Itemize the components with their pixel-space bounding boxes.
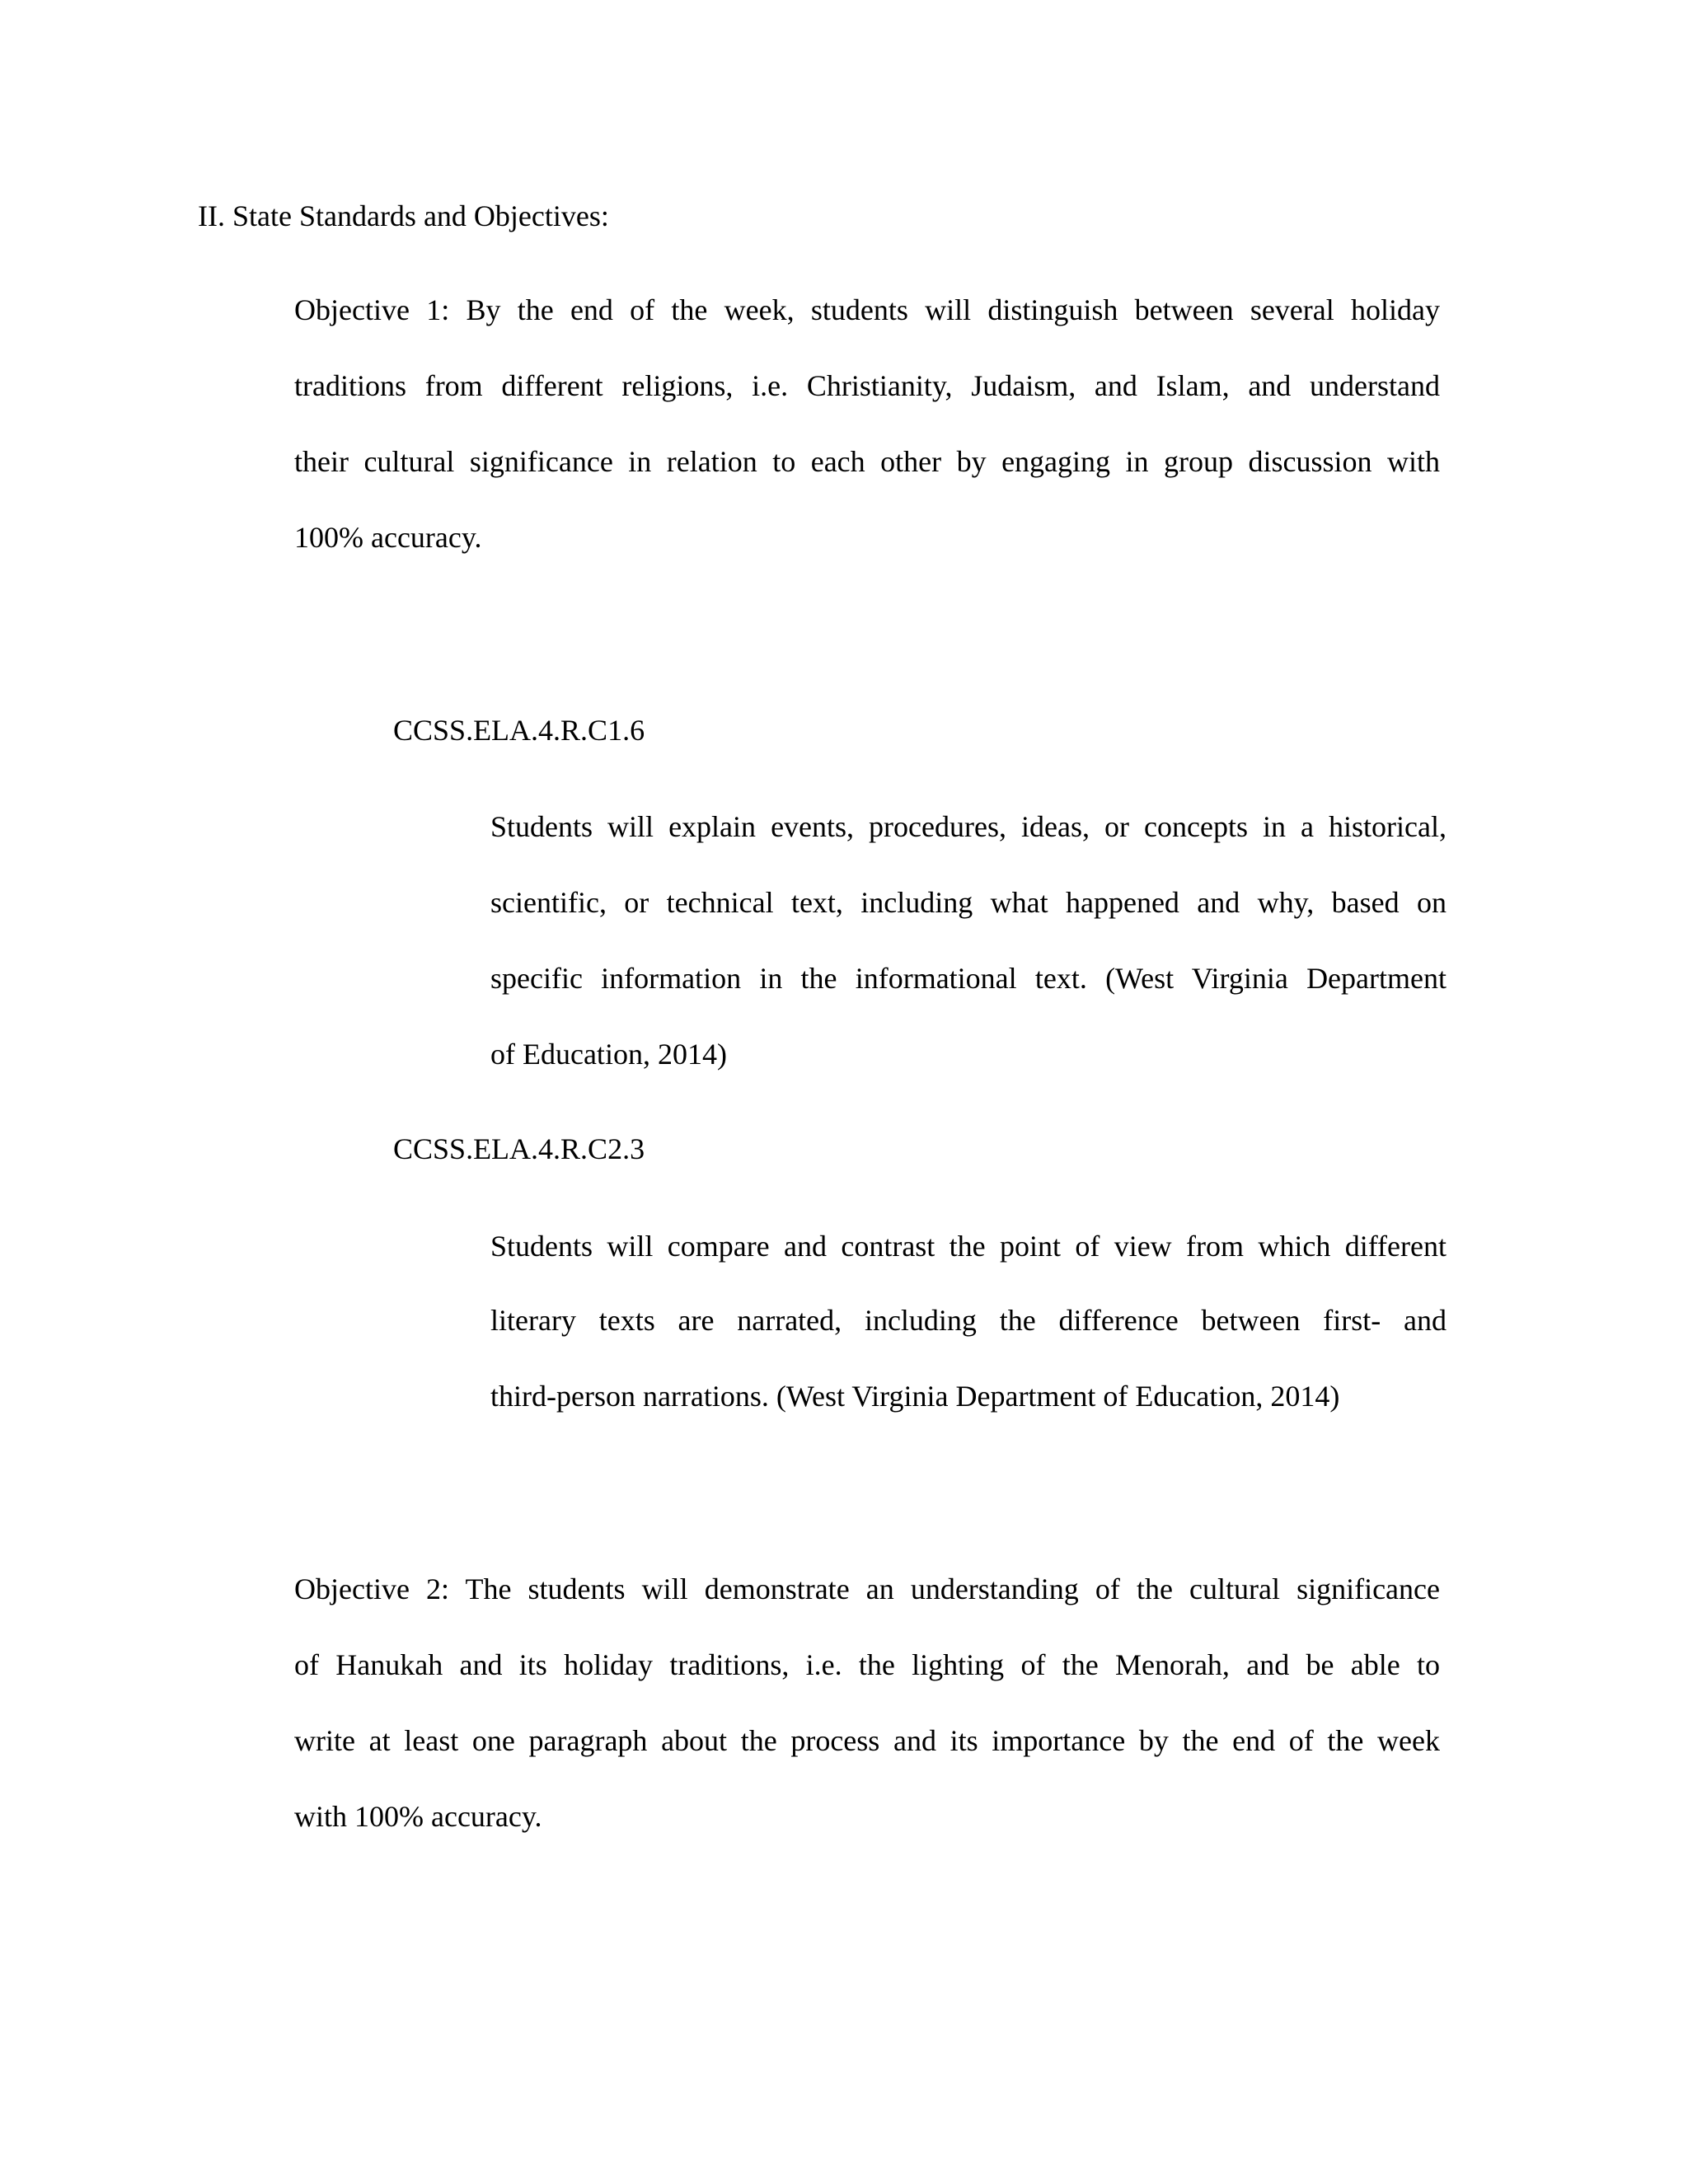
standard-description-line: Students will explain events, procedures, ideas, or concepts in a historical, xyxy=(490,810,1447,843)
objective-1-line: traditions from different religions, i.e. Christianity, Judaism, and Islam, and understand xyxy=(294,369,1440,402)
standard-code: CCSS.ELA.4.R.C1.6 xyxy=(393,714,645,747)
objective-2-line: Objective 2: The students will demonstrate an understanding of the cultural significance xyxy=(294,1572,1440,1605)
objective-2-line: write at least one paragraph about the process and its importance by the end of the week xyxy=(294,1724,1440,1757)
section-heading: II. State Standards and Objectives: xyxy=(198,199,609,232)
standard-description-line: third-person narrations. (West Virginia Department of Education, 2014) xyxy=(490,1380,1340,1413)
standard-description-line: scientific, or technical text, including what happened and why, based on xyxy=(490,886,1447,919)
standard-description-line: of Education, 2014) xyxy=(490,1038,727,1071)
standard-code: CCSS.ELA.4.R.C2.3 xyxy=(393,1132,645,1165)
objective-2-line: with 100% accuracy. xyxy=(294,1800,542,1833)
objective-2-line: of Hanukah and its holiday traditions, i.e. the lighting of the Menorah, and be able to xyxy=(294,1648,1440,1681)
standard-description-line: specific information in the informational text. (West Virginia Department xyxy=(490,962,1447,995)
standard-description-line: literary texts are narrated, including the difference between first- and xyxy=(490,1304,1447,1337)
objective-1-line: 100% accuracy. xyxy=(294,521,482,554)
standard-description-line: Students will compare and contrast the point of view from which different xyxy=(490,1230,1447,1263)
objective-1-line: their cultural significance in relation to each other by engaging in group discussion with xyxy=(294,445,1440,478)
objective-1-line: Objective 1: By the end of the week, students will distinguish between several holiday xyxy=(294,293,1440,326)
